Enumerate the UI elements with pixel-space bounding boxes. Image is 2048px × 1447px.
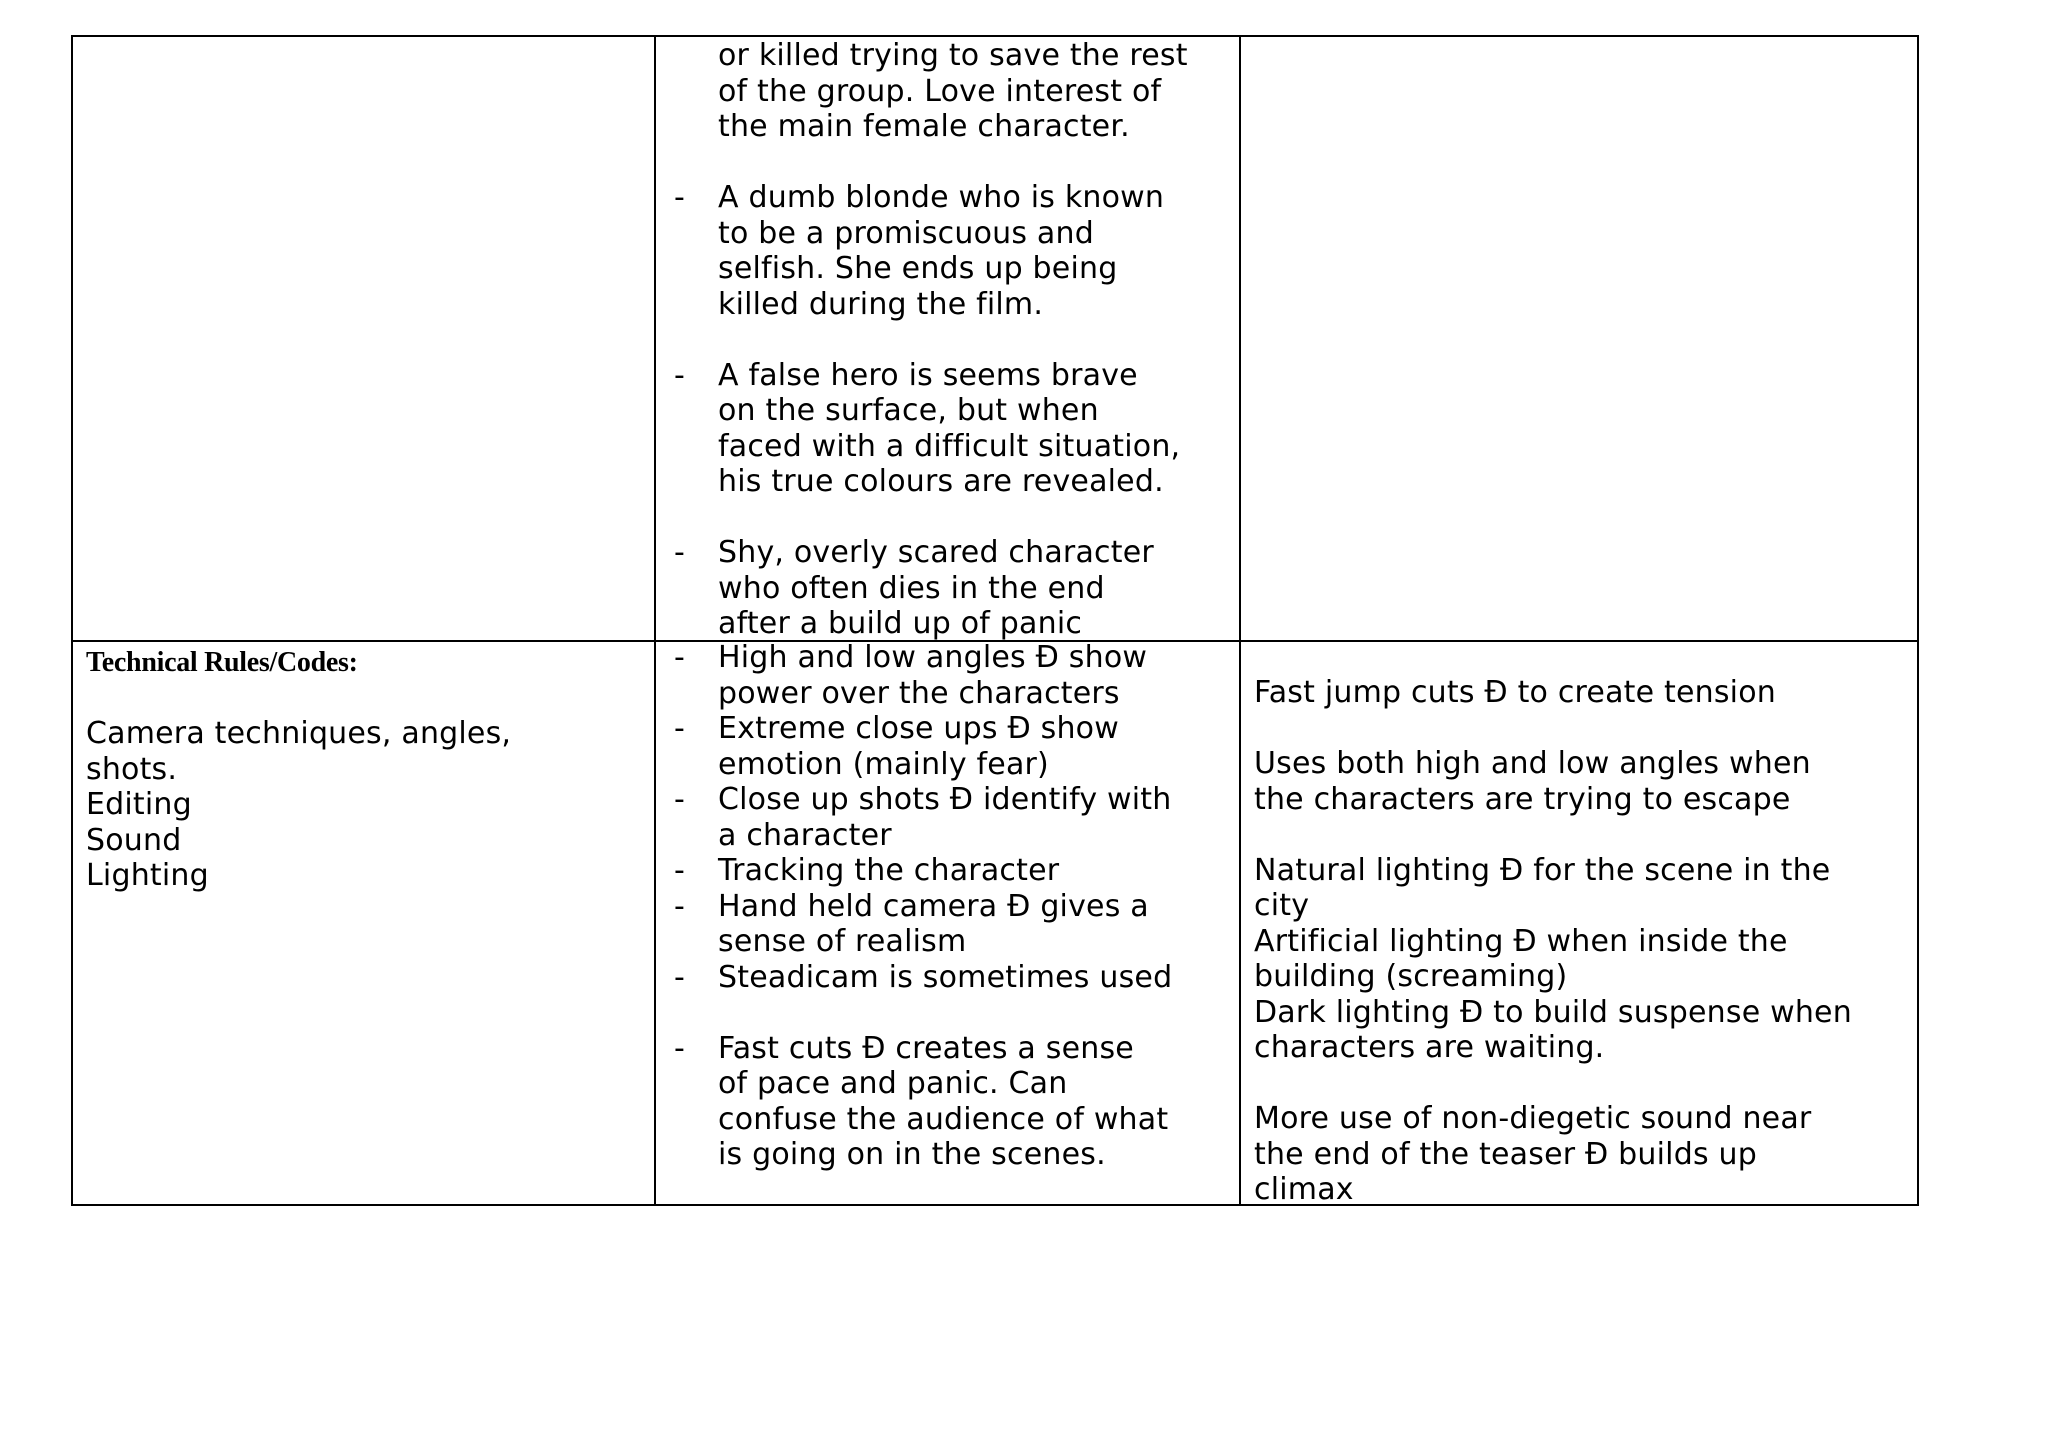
bullet-dash: - bbox=[674, 180, 686, 215]
list-item-line: after a build up of panic bbox=[718, 606, 1083, 640]
bullet-dash: - bbox=[674, 640, 686, 675]
list-item-line: faced with a difficult situation, bbox=[718, 428, 1181, 464]
list-item-line: his true colours are revealed. bbox=[718, 464, 1164, 499]
teaser-analysis-line: Dark lighting Ð to build suspense when bbox=[1254, 994, 1852, 1030]
list-item bbox=[656, 711, 1239, 782]
teaser-analysis-line: climax bbox=[1254, 1172, 1354, 1204]
spacer bbox=[1254, 711, 1916, 747]
list-item bbox=[656, 853, 1239, 889]
technical-category-item: Sound bbox=[86, 822, 182, 858]
spacer bbox=[1254, 817, 1916, 853]
list-item-line: A dumb blonde who is known bbox=[718, 180, 1165, 215]
list-item bbox=[656, 889, 1239, 960]
teaser-analysis-line: Fast jump cuts Ð to create tension bbox=[1254, 675, 1776, 710]
bullet-dash: - bbox=[674, 1030, 686, 1066]
list-item-line: sense of realism bbox=[718, 924, 967, 959]
spacer bbox=[656, 995, 1239, 1031]
row1-col3-cell bbox=[1241, 37, 1919, 640]
list-item-line: on the surface, but when bbox=[718, 393, 1099, 428]
list-item-line: emotion (mainly fear) bbox=[718, 746, 1049, 782]
list-item-line: of pace and panic. Can bbox=[718, 1066, 1068, 1101]
list-item-line: confuse the audience of what bbox=[718, 1101, 1169, 1137]
technical-category-item: shots. bbox=[86, 751, 178, 787]
bullet-dash: - bbox=[674, 711, 686, 746]
teaser-analysis-line: Uses both high and low angles when bbox=[1254, 746, 1811, 781]
technical-categories-list bbox=[86, 716, 652, 894]
teaser-analysis-line: the end of the teaser Ð builds up bbox=[1254, 1136, 1757, 1172]
row2-col2-cell bbox=[656, 640, 1239, 1204]
list-item-line: Fast cuts Ð creates a sense bbox=[718, 1030, 1134, 1066]
teaser-analysis-line: the characters are trying to escape bbox=[1254, 781, 1791, 817]
list-item bbox=[656, 640, 1239, 711]
list-item-line: the main female character. bbox=[718, 109, 1130, 144]
list-item-line: A false hero is seems brave bbox=[718, 357, 1138, 393]
row1-col2-cell bbox=[656, 38, 1239, 640]
bullet-dash: - bbox=[674, 853, 686, 888]
technical-rules-heading: Technical Rules/Codes: bbox=[86, 647, 358, 678]
list-item-line: a character bbox=[718, 817, 892, 853]
list-item bbox=[656, 180, 1239, 322]
list-item-line: power over the characters bbox=[718, 675, 1120, 711]
list-item-line: Steadicam is sometimes used bbox=[718, 959, 1173, 995]
technical-category-item: Lighting bbox=[86, 858, 209, 893]
bullet-dash: - bbox=[674, 782, 686, 817]
list-item-line: High and low angles Ð show bbox=[718, 640, 1148, 675]
teaser-analysis-line: characters are waiting. bbox=[1254, 1030, 1605, 1065]
list-item-line: Tracking the character bbox=[718, 853, 1060, 888]
spacer bbox=[1254, 1066, 1916, 1102]
spacer bbox=[656, 145, 1239, 181]
technical-category-item: Camera techniques, angles, bbox=[86, 716, 512, 751]
teaser-analysis-line: city bbox=[1254, 888, 1310, 923]
list-item-line: is going on in the scenes. bbox=[718, 1137, 1106, 1172]
list-item bbox=[656, 358, 1239, 500]
list-item-line: of the group. Love interest of bbox=[718, 73, 1162, 109]
list-item bbox=[656, 1031, 1239, 1173]
teaser-analysis-line: Artificial lighting Ð when inside the bbox=[1254, 923, 1788, 959]
list-item bbox=[656, 535, 1239, 640]
list-item-line: Close up shots Ð identify with bbox=[718, 782, 1172, 817]
list-item-line: or killed trying to save the rest bbox=[718, 38, 1188, 73]
row2-col1-cell bbox=[86, 642, 652, 1202]
list-item-line: to be a promiscuous and bbox=[718, 215, 1094, 251]
list-item-line: Shy, overly scared character bbox=[718, 535, 1154, 570]
list-item bbox=[656, 38, 1239, 145]
spacer bbox=[656, 500, 1239, 536]
bullet-dash: - bbox=[674, 959, 686, 995]
list-item-line: Hand held camera Ð gives a bbox=[718, 888, 1149, 924]
list-item bbox=[656, 782, 1239, 853]
spacer bbox=[656, 322, 1239, 358]
teaser-analysis-line: More use of non-diegetic sound near bbox=[1254, 1101, 1812, 1136]
technical-category-item: Editing bbox=[86, 787, 192, 822]
list-item-line: who often dies in the end bbox=[718, 570, 1105, 606]
bullet-dash: - bbox=[674, 357, 686, 393]
bullet-dash: - bbox=[674, 888, 686, 924]
list-item bbox=[656, 960, 1239, 996]
teaser-analysis-line: building (screaming) bbox=[1254, 959, 1568, 994]
bullet-dash: - bbox=[674, 535, 686, 570]
list-item-line: Extreme close ups Ð show bbox=[718, 711, 1119, 746]
list-item-line: selfish. She ends up being bbox=[718, 251, 1118, 286]
row2-col3-cell bbox=[1254, 640, 1916, 1204]
list-item-line: killed during the film. bbox=[718, 286, 1044, 322]
teaser-analysis-line: Natural lighting Ð for the scene in the bbox=[1254, 852, 1831, 888]
row1-col1-cell bbox=[73, 37, 654, 640]
analysis-table bbox=[71, 35, 1919, 1206]
